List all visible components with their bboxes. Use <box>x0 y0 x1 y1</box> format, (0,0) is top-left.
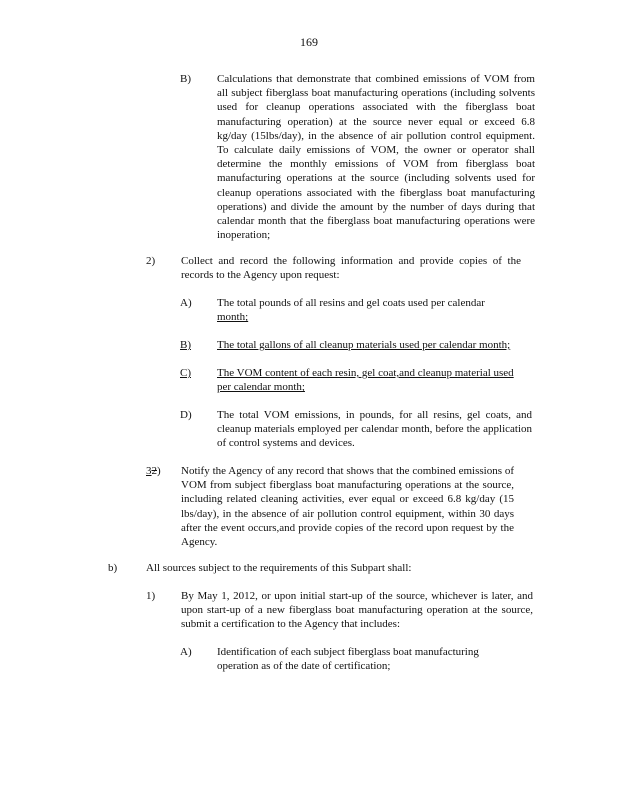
item-text-A-inserted: month; <box>217 311 249 324</box>
item-label-3-end: ) <box>157 465 161 477</box>
item-text-B-calculations: Calculations that demonstrate that combined emissions of VOM from all subject fiberglass boat manufacturing operations (including solvents used for cleanup operations associated with the fiberglass boat manufacturing operation) at the source never equal or exceed 6.8 kg/day (15lbs/day), in the absence of air pollution control equipment. To calculate daily emissions of VOM, the owner or operator shall determine the monthly emissions of VOM from fiberglass boat manufacturing operations at the source (including solvents used for cleanup operations associated with the fiberglass boat manufacturing operations) and divide the amount by the number of days during that calendar month that the fiberglass boat manufacturing operations were inoperation; <box>217 73 535 242</box>
item-text-A-identification: Identification of each subject fiberglass boat manufacturing operation as of the date of certification; <box>217 646 479 673</box>
item-text-A-total-pounds <box>217 296 517 324</box>
item-text-C-vom-content: The VOM content of each resin, gel coat,and cleanup material used per calendar month; <box>217 367 514 394</box>
item-text-D-total-vom: The total VOM emissions, in pounds, for all resins, gel coats, and cleanup materials employed per calendar month, before the application of control systems and devices. <box>217 409 532 450</box>
item-label-A-total-pounds: A) <box>180 297 192 309</box>
item-text-B-total-gallons: The total gallons of all cleanup materials used per calendar month; <box>217 339 511 351</box>
item-text-2-collect: Collect and record the following information and provide copies of the records to the Agency upon request: <box>181 255 521 282</box>
item-label-D-total-vom: D) <box>180 409 192 421</box>
item-label-A-identification: A) <box>180 646 192 658</box>
item-text-A-main: The total pounds of all resins and gel coats used per calendar <box>217 297 485 309</box>
item-label-B-total-gallons: B) <box>180 339 191 351</box>
item-label-3-notify <box>146 464 161 478</box>
item-label-3-deleted: 2 <box>151 465 157 477</box>
item-label-2-collect: 2) <box>146 255 156 267</box>
item-label-b-all-sources: b) <box>108 562 118 574</box>
item-label-B-calculations: B) <box>180 73 191 85</box>
item-text-3-notify: Notify the Agency of any record that shows that the combined emissions of VOM from subject fiberglass boat manufacturing operations at the source, including related cleaning activities, ever equal or exceed 6.8 kg/day (15 lbs/day), in the absence of air pollution control equipment, within 30 days after the event occurs,and provide copies of the record upon request by the Agency. <box>181 465 514 549</box>
item-text-1-certification: By May 1, 2012, or upon initial start-up of the source, whichever is later, and upon start-up of a new fiberglass boat manufacturing operation at the source, submit a certification to the Agency that includes: <box>181 590 533 631</box>
item-label-1-certification: 1) <box>146 590 156 602</box>
item-label-C-vom-content: C) <box>180 367 191 379</box>
page-number: 169 <box>300 35 318 49</box>
item-text-b-all-sources: All sources subject to the requirements of this Subpart shall: <box>146 562 412 574</box>
item-label-3-inserted: 3 <box>146 465 152 477</box>
